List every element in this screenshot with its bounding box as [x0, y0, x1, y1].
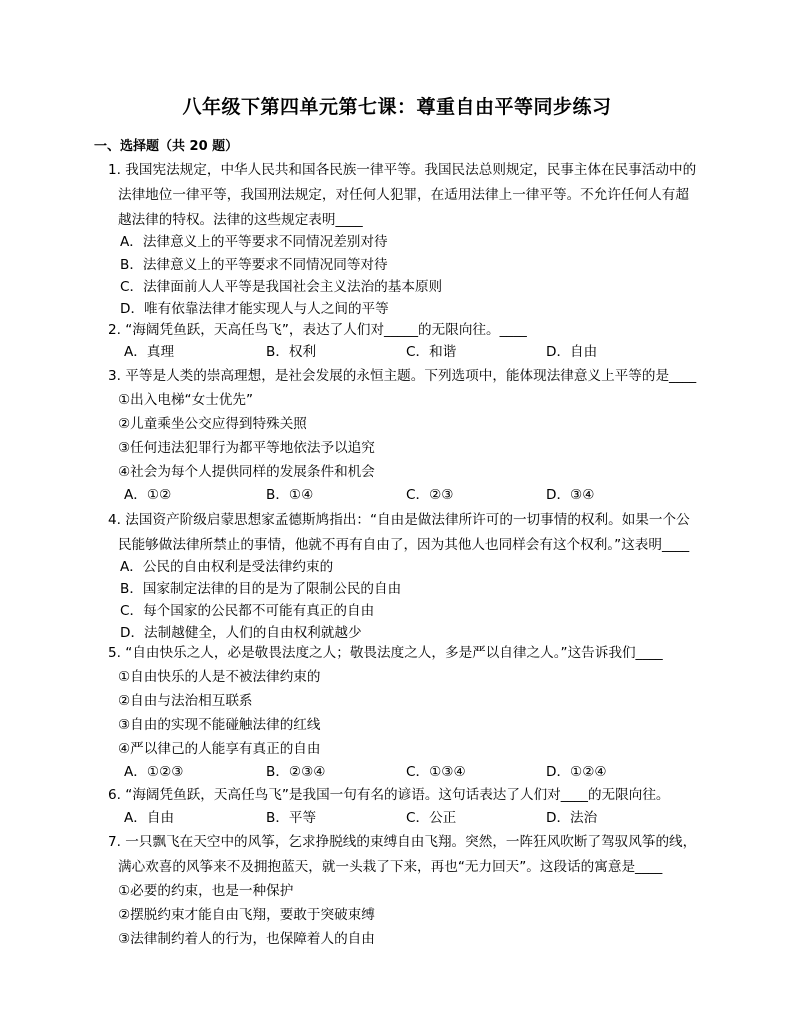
section-heading: 一、选择题（共 20 题）	[94, 139, 239, 154]
q2-option-c: C．和谐	[406, 344, 457, 360]
q7-line-2: 满心欢喜的风筝来不及拥抱蓝天，就一头栽了下来，再也“无力回天”。这段话的寓意是____	[118, 859, 663, 875]
q1-option-a: A．法律意义上的平等要求不同情况差别对待	[120, 234, 388, 250]
q1-line-1: 1. 我国宪法规定，中华人民共和国各民族一律平等。我国民法总则规定，民事主体在民事活动中的	[108, 162, 697, 178]
q3-option-a: A．①②	[124, 487, 172, 503]
q5-item-2: ②自由与法治相互联系	[118, 693, 253, 709]
q1-line-3: 越法律的特权。法律的这些规定表明____	[118, 212, 363, 228]
q5-item-4: ④严以律己的人能享有真正的自由	[118, 741, 321, 757]
q2-option-b: B．权利	[266, 344, 317, 360]
q3-option-b: B．①④	[266, 487, 314, 503]
q4-line-2: 民能够做法律所禁止的事情，他就不再有自由了，因为其他人也同样会有这个权利。”这表明____	[118, 537, 690, 553]
q5-option-c: C．①③④	[406, 764, 466, 780]
q4-option-b: B．国家制定法律的目的是为了限制公民的自由	[120, 581, 402, 597]
q4-line-1: 4. 法国资产阶级启蒙思想家孟德斯鸠指出：“自由是做法律所许可的一切事情的权利。如果一个公	[108, 512, 690, 528]
q1-option-c: C．法律面前人人平等是我国社会主义法治的基本原则	[120, 279, 443, 295]
q3-option-d: D．③④	[546, 487, 595, 503]
q3-item-2: ②儿童乘坐公交应得到特殊关照	[118, 416, 307, 432]
q7-item-3: ③法律制约着人的行为，也保障着人的自由	[118, 931, 375, 947]
q3-option-c: C．②③	[406, 487, 454, 503]
page-title: 八年级下第四单元第七课：尊重自由平等同步练习	[182, 96, 612, 118]
q3-item-4: ④社会为每个人提供同样的发展条件和机会	[118, 464, 375, 480]
q1-line-2: 法律地位一律平等，我国刑法规定，对任何人犯罪，在适用法律上一律平等。不允许任何人有超	[118, 187, 689, 203]
q5-option-a: A．①②③	[124, 764, 184, 780]
q4-option-c: C．每个国家的公民都不可能有真正的自由	[120, 603, 375, 619]
q4-option-a: A．公民的自由权利是受法律约束的	[120, 559, 334, 575]
q4-option-d: D．法制越健全，人们的自由权利就越少	[120, 625, 362, 641]
q5-option-d: D．①②④	[546, 764, 607, 780]
q1-option-d: D．唯有依靠法律才能实现人与人之间的平等	[120, 301, 389, 317]
q2-option-a: A．真理	[124, 344, 175, 360]
q5-option-b: B．②③④	[266, 764, 326, 780]
q7-item-1: ①必要的约束，也是一种保护	[118, 883, 294, 899]
q3-item-3: ③任何违法犯罪行为都平等地依法予以追究	[118, 440, 375, 456]
q5-item-1: ①自由快乐的人是不被法律约束的	[118, 669, 321, 685]
q1-option-b: B．法律意义上的平等要求不同情况同等对待	[120, 257, 388, 273]
q6-option-b: B．平等	[266, 810, 317, 826]
q6-option-a: A．自由	[124, 810, 175, 826]
q7-line-1: 7. 一只飘飞在天空中的风筝，乞求挣脱线的束缚自由飞翔。突然，一阵狂风吹断了驾驭风筝的线，	[108, 834, 697, 850]
q6-line-1: 6. “海阔凭鱼跃，天高任鸟飞”是我国一句有名的谚语。这句话表达了人们对____的无限向往。	[108, 787, 670, 803]
q5-line-1: 5. “自由快乐之人，必是敬畏法度之人；敬畏法度之人，多是严以自律之人。”这告诉我们____	[108, 645, 663, 661]
q3-line-1: 3. 平等是人类的崇高理想，是社会发展的永恒主题。下列选项中，能体现法律意义上平等的是____	[108, 368, 697, 384]
q6-option-d: D．法治	[546, 810, 598, 826]
q5-item-3: ③自由的实现不能碰触法律的红线	[118, 717, 321, 733]
q7-item-2: ②摆脱约束才能自由飞翔，要敢于突破束缚	[118, 907, 375, 923]
q6-option-c: C．公正	[406, 810, 457, 826]
q2-option-d: D．自由	[546, 344, 598, 360]
q2-line-1: 2. “海阔凭鱼跃，天高任鸟飞”，表达了人们对_____的无限向往。____	[108, 322, 527, 338]
q3-item-1: ①出入电梯“女士优先”	[118, 392, 254, 408]
